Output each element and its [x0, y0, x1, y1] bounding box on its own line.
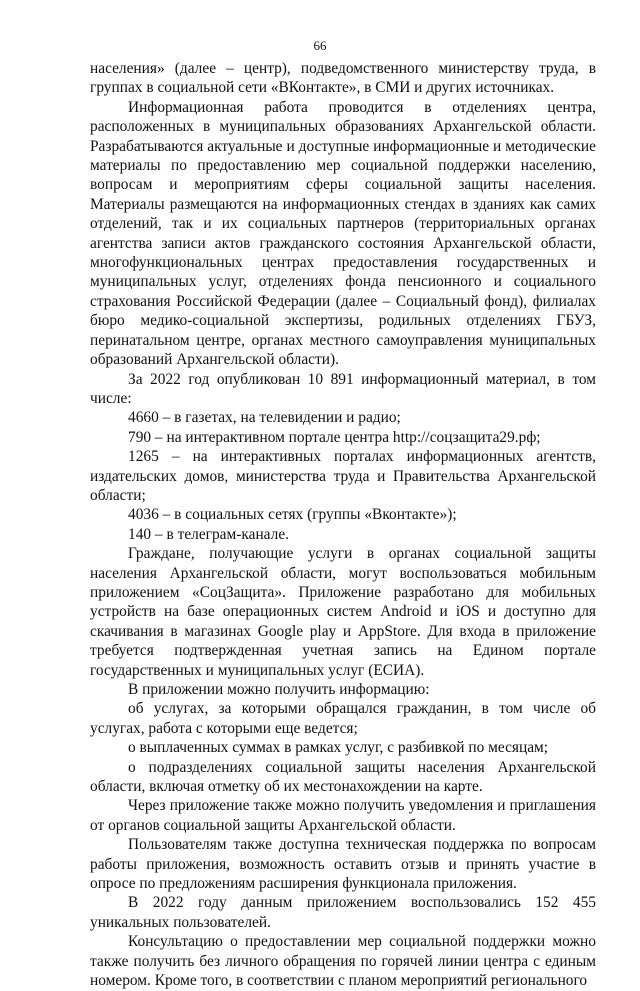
page-number: 66 [313, 38, 327, 53]
paragraph: Через приложение также можно получить уведомления и приглашения от органов социальной защиты Архангельской области. [90, 797, 596, 834]
body-text [90, 59, 596, 991]
list-item: 4036 – в социальных сетях (группы «Вконтакте»); [128, 506, 457, 524]
paragraph: Консультацию о предоставлении мер социальной поддержки можно также получить без личного обращения по горячей линии центра с единым номером. Кроме того, в соответствии с планом мероприятий регионального [90, 933, 596, 990]
list-item: об услугах, за которыми обращался гражданин, в том числе об услугах, работа с которыми еще ведется; [90, 700, 596, 737]
paragraph: Пользователям также доступна техническая поддержка по вопросам работы приложения, возможность оставить отзыв и принять участие в опросе по предложениям расширения функционала приложения. [90, 836, 596, 893]
list-item: 790 – на интерактивном портале центра http://соцзащита29.рф; [128, 428, 541, 446]
list-item: о подразделениях социальной защиты населения Архангельской области, включая отметку об их местонахождении на карте. [90, 758, 596, 796]
list-item: 140 – в телеграм-канале. [128, 525, 290, 543]
paragraph: населения» (далее – центр), подведомственного министерству труда, в группах в социальной сети «ВКонтакте», в СМИ и других источниках. [90, 60, 596, 97]
list-item: 1265 – на интерактивных порталах информационных агентств, издательских домов, министерства труда и Правительства Архангельской области; [90, 448, 596, 504]
paragraph: Информационная работа проводится в отделениях центра, расположенных в муниципальных образованиях Архангельской области. Разрабатываются актуальные и доступные информационные и методические материалы по предоставлению мер социальной поддержки населению, вопросам и мероприятиям сферы социальной защиты населения. Материалы размещаются на информационных стендах в зданиях как самих отделений, так и их социальных партнеров (территориальных органах агентства записи актов гражданского состояния Архангельской области, многофункциональных центрах предоставления государственных и муниципальных услуг, отделениях фонда пенсионного и социального страхования Российской Федерации (далее – Социальный фонд), филиалах бюро медико-социальной экспертизы, родильных отделениях ГБУЗ, перинатальном центре, органах местного самоуправления муниципальных образований Архангельской области). [90, 98, 596, 369]
list-item: о выплаченных суммах в рамках услуг, с разбивкой по месяцам; [128, 739, 549, 757]
paragraph: За 2022 год опубликован 10 891 информационный материал, в том числе: [90, 370, 596, 407]
list-item: 4660 – в газетах, на телевидении и радио; [128, 409, 401, 427]
paragraph: Граждане, получающие услуги в органах социальной защиты населения Архангельской области, могут воспользоваться мобильным приложением «СоцЗащита». Приложение разработано для мобильных устройств на базе операционных систем Android и iOS и доступно для скачивания в магазинах Google play и AppStore. Для входа в приложение требуется подтвержденная учетная запись на Едином портале государственных и муниципальных услуг (ЕСИА). [90, 545, 596, 679]
paragraph: В приложении можно получить информацию: [128, 681, 430, 698]
paragraph: В 2022 году данным приложением воспользовались 152 455 уникальных пользователей. [90, 894, 596, 931]
